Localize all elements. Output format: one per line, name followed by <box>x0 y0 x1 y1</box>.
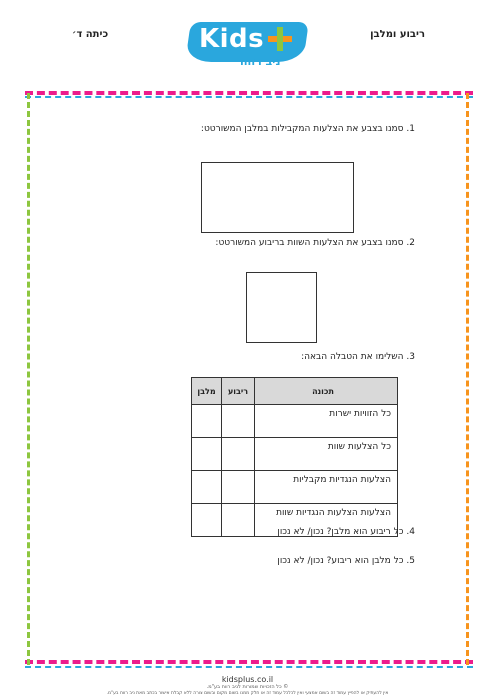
table-row <box>192 471 398 504</box>
grade-label: כיתה ד׳ <box>72 29 109 40</box>
table-row <box>192 438 398 471</box>
question-text: כל ריבוע הוא מלבן? נכון/ לא נכון <box>277 527 404 537</box>
header-property: תכונה <box>255 378 398 405</box>
question-number: 2. <box>406 238 415 248</box>
footer-legal: אין להעתיק או להפיץ עמוד זה בשום אמצעי ואין לכלכל עמוד זה או חלק ממנו בשום מקום ובשום צורה ללא קבלת אישור בכתב מאת ניב רווח בע"מ. <box>106 691 389 696</box>
question-text: סמנו בצבע את הצלעות השוות בריבוע המשורטט: <box>215 238 404 248</box>
square-answer-cell[interactable] <box>222 405 255 438</box>
question-2 <box>215 238 415 248</box>
question-3 <box>301 352 415 362</box>
worksheet-subject: ריבוע ומלבן <box>370 29 425 40</box>
square-shape <box>246 272 317 343</box>
rectangle-answer-cell[interactable] <box>192 471 222 504</box>
footer-site-link[interactable]: kidsplus.co.il <box>221 675 274 684</box>
rectangle-answer-cell[interactable] <box>192 504 222 537</box>
question-text: סמנו בצבע את הצלעות המקבילות במלבן המשורטט: <box>200 124 404 134</box>
row-property: כל הזוויות ישרות <box>255 405 398 438</box>
table-header-row <box>192 378 398 405</box>
logo-plus-icon-vertical <box>277 27 283 51</box>
question-text: השלימו את הטבלה הבאה: <box>301 352 404 362</box>
question-number: 5. <box>406 556 415 566</box>
top-border-dashed-blue <box>25 96 473 98</box>
footer-copyright: © כל הזכויות שמורות לניב רווח בע"מ. <box>206 684 289 690</box>
square-answer-cell[interactable] <box>222 438 255 471</box>
top-border-dashed <box>25 91 473 95</box>
bottom-border-dashed <box>25 660 473 664</box>
question-number: 3. <box>406 352 415 362</box>
right-border-dashed <box>466 93 469 665</box>
square-answer-cell[interactable] <box>222 471 255 504</box>
table-row <box>192 405 398 438</box>
question-text: כל מלבן הוא ריבוע? נכון/ לא נכון <box>277 556 404 566</box>
bottom-border-dashed-blue <box>25 666 473 668</box>
question-4 <box>277 527 415 537</box>
square-answer-cell[interactable] <box>222 504 255 537</box>
header-rectangle: מלבן <box>192 378 222 405</box>
row-property: כל הצלעות שוות <box>255 438 398 471</box>
rectangle-shape <box>201 162 354 233</box>
row-property: הצלעות הצלעות הנגדיות שוות <box>255 504 398 537</box>
logo-text: Kids <box>199 24 265 54</box>
properties-table <box>191 377 398 537</box>
question-1 <box>201 124 415 134</box>
rectangle-answer-cell[interactable] <box>192 438 222 471</box>
row-property: הצלעות הנגדיות מקבליות <box>255 471 398 504</box>
question-number: 1. <box>406 124 415 134</box>
rectangle-answer-cell[interactable] <box>192 405 222 438</box>
logo-subtitle: ניב רווח <box>240 55 281 68</box>
header-square: ריבוע <box>222 378 255 405</box>
left-border-dashed <box>27 93 30 665</box>
question-5 <box>277 556 415 566</box>
question-number: 4. <box>406 527 415 537</box>
